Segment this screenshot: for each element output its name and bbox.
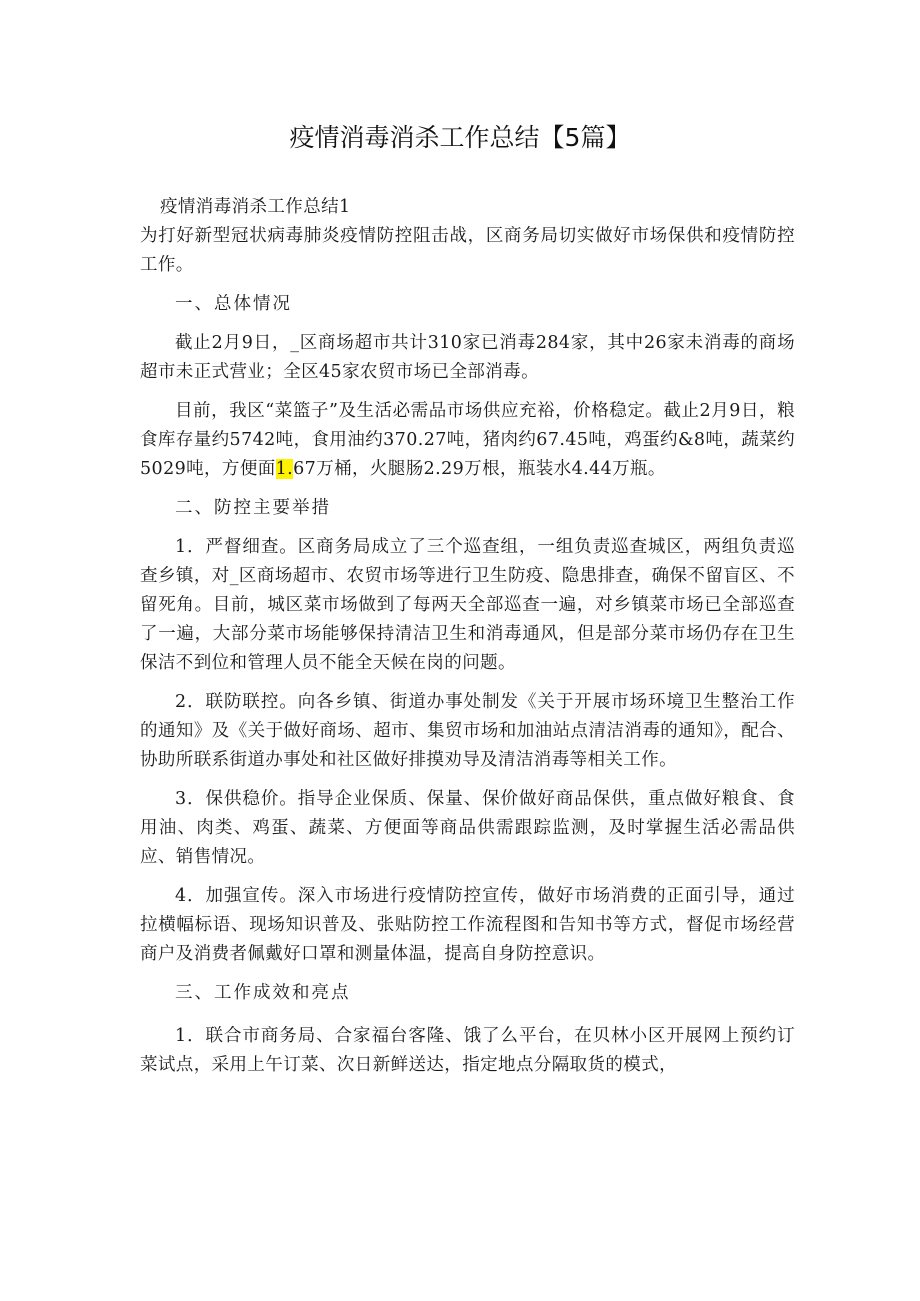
supply-text-end: 67万桶，火腿肠2.29万根，瓶装水4.44万瓶。 — [293, 459, 666, 479]
section-heading-overview: 一、总体情况 — [175, 294, 292, 314]
document-body — [140, 193, 795, 1080]
measure-item-3: 3．保供稳价。指导企业保质、保量、保价做好商品保供，重点做好粮食、食用油、肉类、鸡蛋、蔬菜、方便面等商品供需跟踪监测，及时掌握生活必需品供应、销售情况。 — [140, 789, 795, 867]
document-title: 疫情消毒消杀工作总结【5篇】 — [289, 123, 631, 152]
paragraph-overview-1: 截止2月9日，_区商场超市共计310家已消毒284家，其中26家未消毒的商场超市未正式营业；全区45家农贸市场已全部消毒。 — [140, 333, 795, 382]
result-item-1: 1．联合市商务局、合家福台客隆、饿了么平台，在贝林小区开展网上预约订菜试点，采用上午订菜、次日新鲜送达，指定地点分隔取货的模式， — [140, 1026, 795, 1075]
paragraph-overview-2 — [140, 397, 795, 484]
supply-text-start: 目前，我区“菜篮子”及生活必需品市场供应充裕，价格稳定。截止2月9日，粮食库存量约5742吨，食用油约370.27吨，猪肉约67.45吨，鸡蛋约&8吨，蔬菜约5029吨，方便面 — [140, 401, 795, 479]
doc-subtitle: 疫情消毒消杀工作总结1 — [160, 197, 351, 217]
highlighted-text: 1. — [275, 459, 294, 479]
section-heading-measures: 二、防控主要举措 — [175, 498, 331, 518]
intro-paragraph: 为打好新型冠状病毒肺炎疫情防控阻击战，区商务局切实做好市场保供和疫情防控工作。 — [140, 226, 795, 275]
section-heading-results: 三、工作成效和亮点 — [175, 983, 351, 1003]
measure-item-1: 1．严督细查。区商务局成立了三个巡查组，一组负责巡查城区，两组负责巡查乡镇，对_区商场超市、农贸市场等进行卫生防疫、隐患排查，确保不留盲区、不留死角。目前，城区菜市场做到了每两天全部巡查一遍，对乡镇菜市场已全部巡查了一遍，大部分菜市场能够保持清洁卫生和消毒通风，但是部分菜市场仍存在卫生保洁不到位和管理人员不能全天候在岗的问题。 — [140, 537, 795, 673]
measure-item-4: 4．加强宣传。深入市场进行疫情防控宣传，做好市场消费的正面引导，通过拉横幅标语、现场知识普及、张贴防控工作流程图和告知书等方式，督促市场经营商户及消费者佩戴好口罩和测量体温，提高自身防控意识。 — [140, 886, 795, 964]
measure-item-2: 2．联防联控。向各乡镇、街道办事处制发《关于开展市场环境卫生整治工作的通知》及《关于做好商场、超市、集贸市场和加油站点清洁消毒的通知》，配合、协助所联系街道办事处和社区做好排摸劝导及清洁消毒等相关工作。 — [140, 692, 795, 770]
